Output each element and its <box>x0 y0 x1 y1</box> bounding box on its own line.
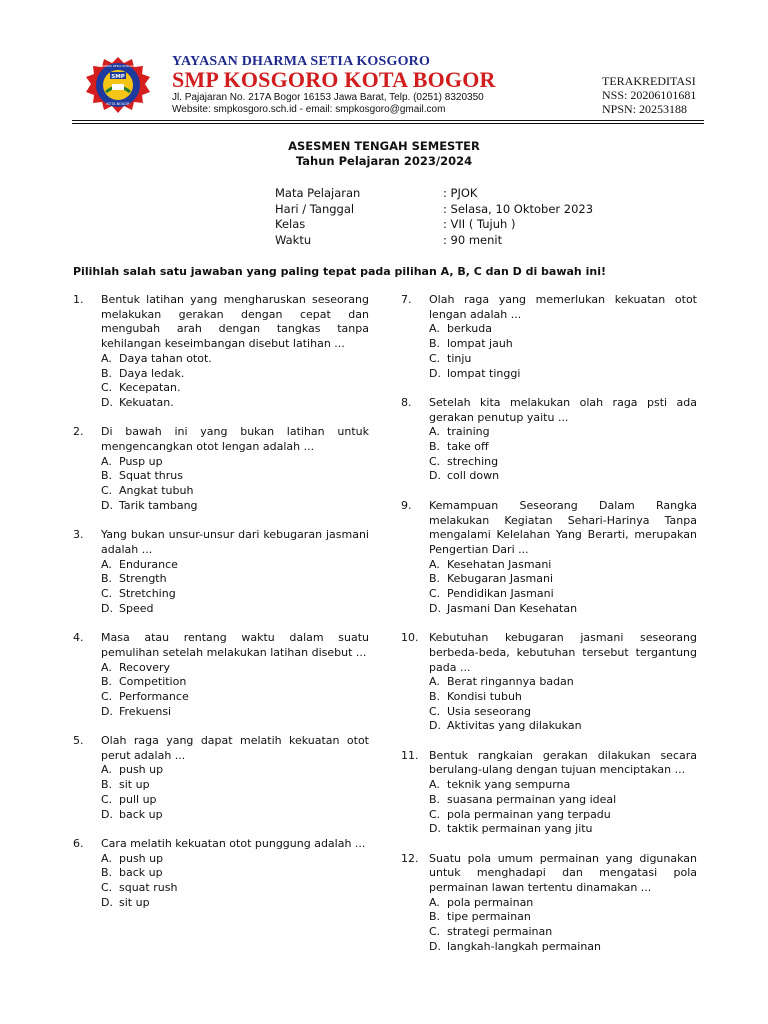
option-text: lompat tinggi <box>447 366 521 380</box>
option-letter: C. <box>101 792 113 806</box>
question-item <box>401 852 697 955</box>
option-text: Usia seseorang <box>447 704 532 718</box>
question-number: 1. <box>73 293 84 306</box>
answer-option <box>429 675 697 690</box>
option-letter: D. <box>429 822 441 836</box>
option-text: Performance <box>119 689 189 703</box>
answer-option <box>101 896 369 911</box>
question-number: 8. <box>401 395 412 409</box>
info-value: : PJOK <box>443 186 478 200</box>
answer-option <box>101 602 369 617</box>
foundation-name: YAYASAN DHARMA SETIA KOSGORO <box>172 54 431 69</box>
option-letter: A. <box>429 557 440 571</box>
answer-option <box>429 808 697 823</box>
answer-option <box>429 690 697 705</box>
answer-option <box>101 690 369 705</box>
option-text: Speed <box>119 601 154 615</box>
answer-option <box>429 925 697 940</box>
option-letter: B. <box>101 778 113 792</box>
option-text: suasana permainan yang ideal <box>447 792 617 806</box>
option-letter: D. <box>101 895 113 909</box>
option-text: Aktivitas yang dilakukan <box>447 719 582 733</box>
question-number: 3. <box>73 528 84 542</box>
option-letter: C. <box>429 454 441 468</box>
option-letter: C. <box>101 881 113 895</box>
question-item <box>73 631 369 719</box>
option-text: Kebugaran Jasmani <box>447 572 554 586</box>
option-letter: D. <box>101 498 113 512</box>
option-text: berkuda <box>447 322 492 336</box>
option-text: Competition <box>119 675 187 689</box>
option-letter: B. <box>429 572 441 586</box>
question-text: Yang bukan unsur-unsur dari kebugaran jasmani adalah ... <box>101 528 369 556</box>
option-letter: C. <box>101 689 113 703</box>
option-letter: A. <box>101 851 112 865</box>
question-number: 4. <box>73 631 84 645</box>
logo-bottom-text: KOTA BOGOR <box>106 102 130 106</box>
option-text: Pendidikan Jasmani <box>447 587 554 601</box>
answer-option <box>101 587 369 602</box>
option-letter: A. <box>429 778 440 792</box>
answer-option <box>429 719 697 734</box>
answer-option <box>429 940 697 955</box>
nss-number: NSS: 20206101681 <box>602 88 697 102</box>
header-divider <box>72 120 704 121</box>
answer-option <box>101 572 369 587</box>
exam-instruction: Pilihlah salah satu jawaban yang paling tepat pada pilihan A, B, C dan D di bawah ini! <box>73 265 606 278</box>
answer-option <box>101 808 369 823</box>
option-text: Strength <box>119 572 167 586</box>
option-text: pola permainan <box>447 895 534 909</box>
answer-option <box>101 661 369 676</box>
option-letter: B. <box>429 792 441 806</box>
question-text: Bentuk latihan yang mengharuskan seseorang melakukan gerakan dengan cepat dan mengubah arah dengan tangkas tanpa kehilangan keseimbangan disebut latihan ... <box>101 293 369 351</box>
option-text: push up <box>119 851 164 865</box>
questions-left-column <box>73 293 369 925</box>
answer-option <box>101 778 369 793</box>
option-letter: C. <box>429 807 441 821</box>
option-text: take off <box>447 440 489 454</box>
option-letter: D. <box>429 601 441 615</box>
option-text: Kecepatan. <box>119 381 181 395</box>
answer-option <box>101 367 369 382</box>
option-text: tipe permainan <box>447 910 531 924</box>
option-letter: B. <box>429 910 441 924</box>
question-number: 7. <box>401 293 412 306</box>
question-item <box>401 396 697 484</box>
option-text: push up <box>119 763 164 777</box>
option-letter: A. <box>101 660 112 674</box>
answer-option <box>429 455 697 470</box>
question-item <box>401 499 697 617</box>
question-item <box>73 734 369 822</box>
answer-option <box>429 822 697 837</box>
answer-option <box>429 469 697 484</box>
info-value: : 90 menit <box>443 232 503 247</box>
option-letter: C. <box>101 587 113 601</box>
question-text: Masa atau rentang waktu dalam suatu pemulihan setelah melakukan latihan disebut ... <box>101 631 369 659</box>
option-text: sit up <box>119 778 150 792</box>
option-text: back up <box>119 866 163 880</box>
info-label: Waktu <box>275 232 312 247</box>
exam-title: ASESMEN TENGAH SEMESTER <box>288 139 480 153</box>
option-letter: B. <box>429 440 441 454</box>
answer-option <box>101 881 369 896</box>
option-letter: C. <box>429 351 441 365</box>
answer-option <box>429 793 697 808</box>
answer-option <box>101 499 369 514</box>
option-letter: D. <box>101 395 113 409</box>
question-item <box>73 293 369 411</box>
question-number: 11. <box>401 748 419 762</box>
question-text: Di bawah ini yang bukan latihan untuk mengencangkan otot lengan adalah ... <box>101 425 369 454</box>
answer-option <box>101 455 369 470</box>
answer-option <box>429 910 697 925</box>
option-text: Frekuensi <box>119 704 172 718</box>
question-number: 5. <box>73 734 84 748</box>
option-letter: C. <box>101 484 113 498</box>
school-website: Website: smpkosgoro.sch.id - email: smpkosgoro@gmail.com <box>172 104 446 115</box>
option-letter: A. <box>429 675 440 689</box>
option-letter: B. <box>429 689 441 703</box>
answer-option <box>101 866 369 881</box>
answer-option <box>429 440 697 455</box>
option-letter: D. <box>429 469 441 483</box>
option-letter: C. <box>429 587 441 601</box>
answer-option <box>429 337 697 352</box>
answer-option <box>101 852 369 867</box>
accreditation-status: TERAKREDITASI <box>602 74 696 88</box>
school-name: SMP KOSGORO KOTA BOGOR <box>172 67 496 92</box>
answer-option <box>429 602 697 617</box>
info-label: Mata Pelajaran <box>275 186 361 200</box>
answer-option <box>429 322 697 337</box>
option-text: pola permainan yang terpadu <box>447 807 611 821</box>
option-text: Angkat tubuh <box>119 484 194 498</box>
option-text: Squat thrus <box>119 469 183 483</box>
option-text: taktik permainan yang jitu <box>447 822 593 836</box>
option-text: Endurance <box>119 557 178 571</box>
option-text: Tarik tambang <box>119 498 198 512</box>
option-text: pull up <box>119 792 157 806</box>
option-letter: B. <box>101 572 113 586</box>
option-letter: A. <box>101 763 112 777</box>
option-letter: B. <box>429 337 441 351</box>
option-text: Kondisi tubuh <box>447 689 522 703</box>
option-letter: B. <box>101 366 113 380</box>
option-letter: A. <box>101 351 112 365</box>
option-text: strategi permainan <box>447 925 553 939</box>
option-letter: D. <box>101 807 113 821</box>
option-text: streching <box>447 454 499 468</box>
answer-option <box>101 381 369 396</box>
option-text: lompat jauh <box>447 337 513 351</box>
question-number: 10. <box>401 631 419 645</box>
option-text: Recovery <box>119 660 171 674</box>
answer-option <box>429 896 697 911</box>
answer-option <box>429 572 697 587</box>
question-item <box>73 837 369 911</box>
exam-year: Tahun Pelajaran 2023/2024 <box>295 154 473 168</box>
header-divider-thin <box>72 123 704 124</box>
option-letter: D. <box>101 601 113 615</box>
question-text: Setelah kita melakukan olah raga psti ada gerakan penutup yaitu ... <box>429 395 697 424</box>
question-number: 9. <box>401 498 412 512</box>
answer-option <box>429 558 697 573</box>
question-number: 12. <box>401 851 419 865</box>
question-item <box>73 528 369 616</box>
option-letter: C. <box>429 704 441 718</box>
option-text: teknik yang sempurna <box>447 778 571 792</box>
info-value: : VII ( Tujuh ) <box>443 217 516 231</box>
question-number: 6. <box>73 836 84 850</box>
option-letter: B. <box>101 866 113 880</box>
option-letter: D. <box>429 939 441 953</box>
info-label: Hari / Tanggal <box>275 201 355 216</box>
answer-option <box>101 793 369 808</box>
option-text: Kekuatan. <box>119 395 174 409</box>
answer-option <box>101 469 369 484</box>
answer-option <box>429 367 697 382</box>
question-item <box>401 749 697 837</box>
question-text: Olah raga yang memerlukan kekuatan otot lengan adalah ... <box>429 293 697 321</box>
question-item <box>73 425 369 513</box>
answer-option <box>429 778 697 793</box>
option-letter: D. <box>429 719 441 733</box>
answer-option <box>101 763 369 778</box>
option-letter: B. <box>101 675 113 689</box>
option-letter: D. <box>429 366 441 380</box>
answer-option <box>101 705 369 720</box>
option-text: Daya ledak. <box>119 366 185 380</box>
answer-option <box>101 484 369 499</box>
school-address: Jl. Pajajaran No. 217A Bogor 16153 Jawa Barat, Telp. (0251) 8320350 <box>172 92 484 103</box>
option-text: tinju <box>447 351 472 365</box>
question-text: Cara melatih kekuatan otot punggung adalah ... <box>101 836 366 850</box>
answer-option <box>429 425 697 440</box>
npsn-number: NPSN: 20253188 <box>602 102 688 116</box>
question-text: Kebutuhan kebugaran jasmani seseorang berbeda-beda, kebutuhan tersebut tergantung pada ... <box>429 631 697 674</box>
answer-option <box>101 396 369 411</box>
school-logo <box>84 56 152 114</box>
answer-option <box>429 352 697 367</box>
option-text: Daya tahan otot. <box>119 351 212 365</box>
answer-option <box>101 352 369 367</box>
logo-top-text: DHARMA SETIA KOSGORO <box>98 64 138 68</box>
option-letter: C. <box>429 925 441 939</box>
accreditation-block <box>602 74 696 116</box>
option-letter: A. <box>429 425 440 439</box>
option-text: Jasmani Dan Kesehatan <box>447 601 578 615</box>
answer-option <box>101 558 369 573</box>
option-text: Kesehatan Jasmani <box>447 557 552 571</box>
option-letter: A. <box>101 454 112 468</box>
option-text: Stretching <box>119 587 176 601</box>
option-text: coll down <box>447 469 500 483</box>
option-text: Berat ringannya badan <box>447 675 574 689</box>
option-text: back up <box>119 807 163 821</box>
question-text: Suatu pola umum permainan yang digunakan untuk menghadapi dan mengatasi pola permainan lawan tertentu dinamakan ... <box>429 851 697 895</box>
logo-badge-text: SMP <box>111 74 125 80</box>
question-text: Bentuk rangkaian gerakan dilakukan secara berulang-ulang dengan tujuan menciptakan ... <box>429 748 697 777</box>
answer-option <box>429 705 697 720</box>
option-letter: A. <box>429 895 440 909</box>
question-text: Kemampuan Seseorang Dalam Rangka melakukan Kegiatan Sehari-Harinya Tanpa mengalami Kelelahan Yang Berarti, merupakan Pengertian Dari ... <box>429 498 697 556</box>
answer-option <box>429 587 697 602</box>
info-label: Kelas <box>275 217 306 231</box>
answer-option <box>101 675 369 690</box>
option-text: training <box>447 425 490 439</box>
question-item <box>401 293 697 381</box>
option-letter: D. <box>101 704 113 718</box>
option-text: langkah-langkah permainan <box>447 939 602 953</box>
option-text: squat rush <box>119 881 178 895</box>
option-letter: B. <box>101 469 113 483</box>
question-text: Olah raga yang dapat melatih kekuatan otot perut adalah ... <box>101 734 369 762</box>
option-letter: C. <box>101 381 113 395</box>
questions-right-column <box>401 293 697 969</box>
question-number: 2. <box>73 425 84 439</box>
info-value: : Selasa, 10 Oktober 2023 <box>443 201 594 216</box>
option-text: sit up <box>119 895 150 909</box>
option-letter: A. <box>429 322 440 336</box>
option-letter: A. <box>101 557 112 571</box>
option-text: Pusp up <box>119 454 163 468</box>
question-item <box>401 631 697 734</box>
